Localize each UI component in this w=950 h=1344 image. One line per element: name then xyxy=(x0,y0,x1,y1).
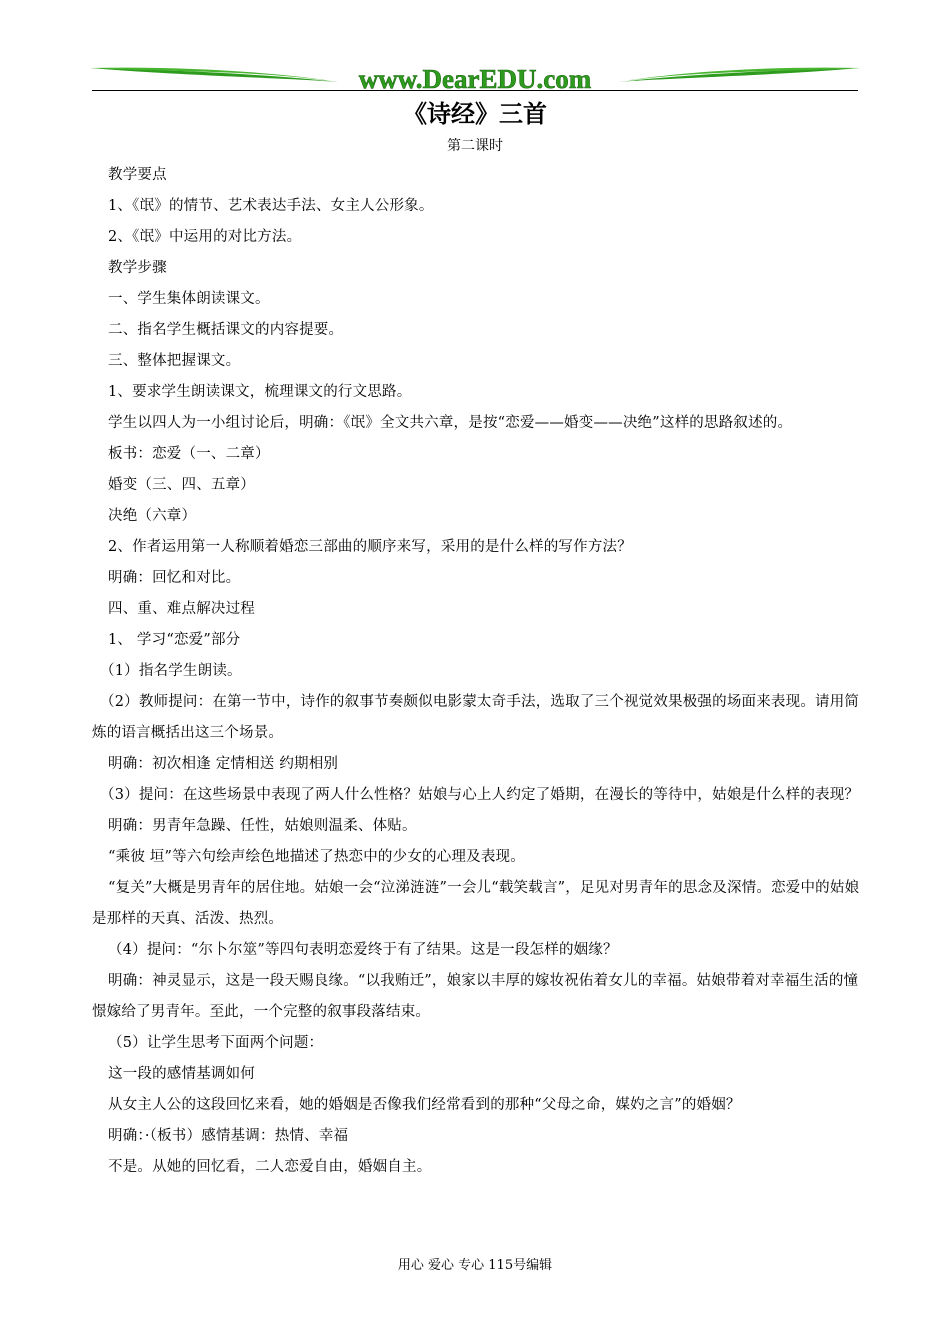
paragraph: （3）提问：在这些场景中表现了两人什么性格？姑娘与心上人约定了婚期，在漫长的等待中，姑娘是什么样的表现？ xyxy=(100,787,860,803)
paragraph: 1、 学习“恋爱”部分 xyxy=(108,632,241,648)
paragraph: 二、指名学生概括课文的内容提要。 xyxy=(108,322,344,338)
paragraph: 这一段的感情基调如何 xyxy=(108,1066,255,1082)
paragraph: 1、要求学生朗读课文，梳理课文的行文思路。 xyxy=(108,384,412,400)
paragraph: （2）教师提问：在第一节中，诗作的叙事节奏颇似电影蒙太奇手法，选取了三个视觉效果极强的场面来表现。请用简炼的语言概括出这三个场景。 xyxy=(92,694,860,741)
paragraph: 不是。从她的回忆看，二人恋爱自由，婚姻自主。 xyxy=(108,1159,432,1175)
paragraph: 一、学生集体朗读课文。 xyxy=(108,291,270,307)
paragraph: （1）指名学生朗读。 xyxy=(100,663,242,679)
paragraph: 板书：恋爱（一、二章） xyxy=(108,446,270,462)
page-footer: 用心 爱心 专心 115号编辑 xyxy=(397,1258,553,1273)
paragraph: 从女主人公的这段回忆来看，她的婚姻是否像我们经常看到的那种“父母之命，媒妁之言”的婚姻？ xyxy=(108,1097,741,1113)
header-divider xyxy=(92,90,858,91)
paragraph: 三、整体把握课文。 xyxy=(108,353,241,369)
paragraph: “乘彼 垣”等六句绘声绘色地描述了热恋中的少女的心理及表现。 xyxy=(108,849,525,865)
paragraph: 2、作者运用第一人称顺着婚恋三部曲的顺序来写，采用的是什么样的写作方法？ xyxy=(108,539,632,555)
paragraph: 决绝（六章） xyxy=(108,508,197,524)
paragraph: （4）提问：“尔卜尔筮”等四句表明恋爱终于有了结果。这是一段怎样的姻缘？ xyxy=(108,942,618,958)
paragraph: （5）让学生思考下面两个问题： xyxy=(108,1035,324,1051)
paragraph: “复关”大概是男青年的居住地。姑娘一会“泣涕涟涟”一会儿“载笑载言”，足见对男青年的思念及深情。恋爱中的姑娘是那样的天真、活泼、热烈。 xyxy=(92,880,860,927)
paragraph: 学生以四人为一小组讨论后，明确：《氓》全文共六章，是按“恋爱——婚变——决绝”这样的思路叙述的。 xyxy=(108,415,793,431)
site-logo-text: www.DearEDU.com xyxy=(358,64,592,94)
section-heading: 教学要点 xyxy=(108,167,167,183)
paragraph: 明确：·（板书）感情基调：热情、幸福 xyxy=(108,1128,349,1144)
paragraph: 1、《氓》的情节、艺术表达手法、女主人公形象。 xyxy=(108,198,434,214)
paragraph: 明确：男青年急躁、任性，姑娘则温柔、体贴。 xyxy=(108,818,417,834)
paragraph: 明确：初次相逢 定情相送 约期相别 xyxy=(108,756,339,772)
paragraph: 婚变（三、四、五章） xyxy=(108,477,255,493)
page-title: 《诗经》三首 xyxy=(403,99,547,128)
section-heading: 四、重、难点解决过程 xyxy=(108,601,255,617)
document-body xyxy=(92,160,862,1183)
paragraph: 明确：回忆和对比。 xyxy=(108,570,241,586)
page-subtitle: 第二课时 xyxy=(447,138,503,154)
section-heading: 教学步骤 xyxy=(108,260,167,276)
paragraph: 2、《氓》中运用的对比方法。 xyxy=(108,229,302,245)
paragraph: 明确：神灵显示，这是一段天赐良缘。“以我贿迁”，娘家以丰厚的嫁妆祝佑着女儿的幸福。姑娘带着对幸福生活的憧憬嫁给了男青年。至此，一个完整的叙事段落结束。 xyxy=(92,973,859,1020)
